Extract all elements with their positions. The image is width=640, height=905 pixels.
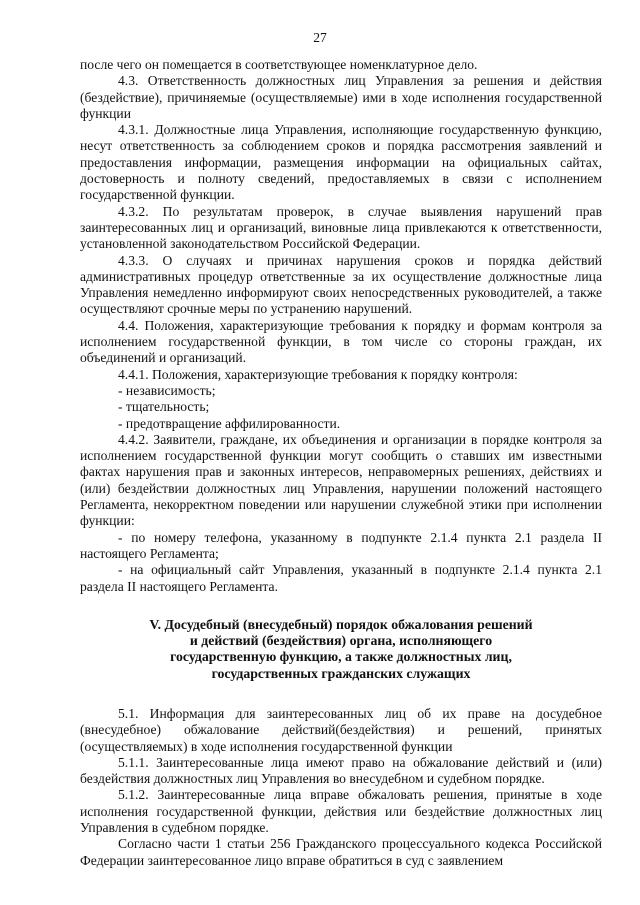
- paragraph: - по номеру телефона, указанному в подпункте 2.1.4 пункта 2.1 раздела II настоящего Регламента;: [80, 529, 602, 561]
- heading-line: государственных гражданских служащих: [211, 665, 471, 681]
- paragraph: Согласно части 1 статьи 256 Гражданского процессуального кодекса Российской Федерации заинтересованное лицо вправе обратиться в суд с заявлением: [80, 836, 602, 868]
- section-5-heading: [80, 617, 602, 682]
- paragraph: 5.1. Информация для заинтересованных лиц об их праве на досудебное (внесудебное) обжалование действий(бездействия) и решений, принятых (осуществляемых) в ходе исполнения государственной функции: [80, 705, 602, 754]
- paragraph: 4.4.1. Положения, характеризующие требования к порядку контроля:: [118, 366, 518, 382]
- paragraph: 5.1.2. Заинтересованные лица вправе обжаловать решения, принятые в ходе исполнения государственной функции, действия или бездействие должностных лиц Управления в судебном порядке.: [80, 787, 602, 836]
- section-4-text: [80, 57, 602, 595]
- paragraph: - на официальный сайт Управления, указанный в подпункте 2.1.4 пункта 2.1 раздела II настоящего Регламента.: [80, 562, 602, 594]
- paragraph: после чего он помещается в соответствующее номенклатурное дело.: [80, 57, 478, 72]
- heading-line: и действий (бездействия) органа, исполняющего: [189, 633, 493, 649]
- section-5-text: [80, 706, 602, 869]
- heading-line: V. Досудебный (внесудебный) порядок обжалования решений: [149, 616, 533, 632]
- paragraph: 4.3. Ответственность должностных лиц Управления за решения и действия (бездействие), причиняемые (осуществляемые) ими в ходе исполнения государственной функции: [80, 73, 602, 121]
- paragraph: 4.3.1. Должностные лица Управления, исполняющие государственную функцию, несут ответственность за соблюдением сроков и порядка рассмотрения заявлений и предоставления информации, размещения информации на официальных сайтах, достоверность и полноту сведений, предоставляемых в связи с исполнением государственной функции.: [80, 122, 602, 203]
- paragraph: 4.4.2. Заявители, граждане, их объединения и организации в порядке контроля за исполнением государственной функции могут сообщить о ставших им известными фактах нарушения прав и законных интересов, неправомерных решениях, действиях и (или) бездействии должностных лиц Управления, нарушении положений настоящего Регламента, некорректном поведении или нарушении служебной этики при исполнении функции:: [80, 431, 602, 529]
- paragraph: 4.4. Положения, характеризующие требования к порядку и формам контроля за исполнением государственной функции, в том числе со стороны граждан, их объединений и организаций.: [80, 317, 602, 366]
- paragraph: 4.3.3. О случаях и причинах нарушения сроков и порядка действий административных процедур ответственные за их осуществление должностные лица Управления немедленно информируют своих непосредственных руководителей, а также осуществляют срочные меры по устранению нарушений.: [80, 252, 602, 317]
- heading-line: государственную функцию, а также должностных лиц,: [170, 649, 512, 665]
- paragraph: - тщательность;: [118, 399, 210, 415]
- paragraph: - независимость;: [118, 382, 216, 398]
- page-number: 27: [313, 30, 327, 45]
- paragraph: 4.3.2. По результатам проверок, в случае выявления нарушений прав заинтересованных лиц и организаций, виновные лица привлекаются к ответственности, установленной законодательством Российской Федерации.: [80, 203, 602, 252]
- paragraph: - предотвращение аффилированности.: [118, 415, 341, 431]
- paragraph: 5.1.1. Заинтересованные лица имеют право на обжалование действий и (или) бездействия должностных лиц Управления во внесудебном и судебном порядке.: [80, 754, 602, 787]
- document-body: [80, 57, 602, 869]
